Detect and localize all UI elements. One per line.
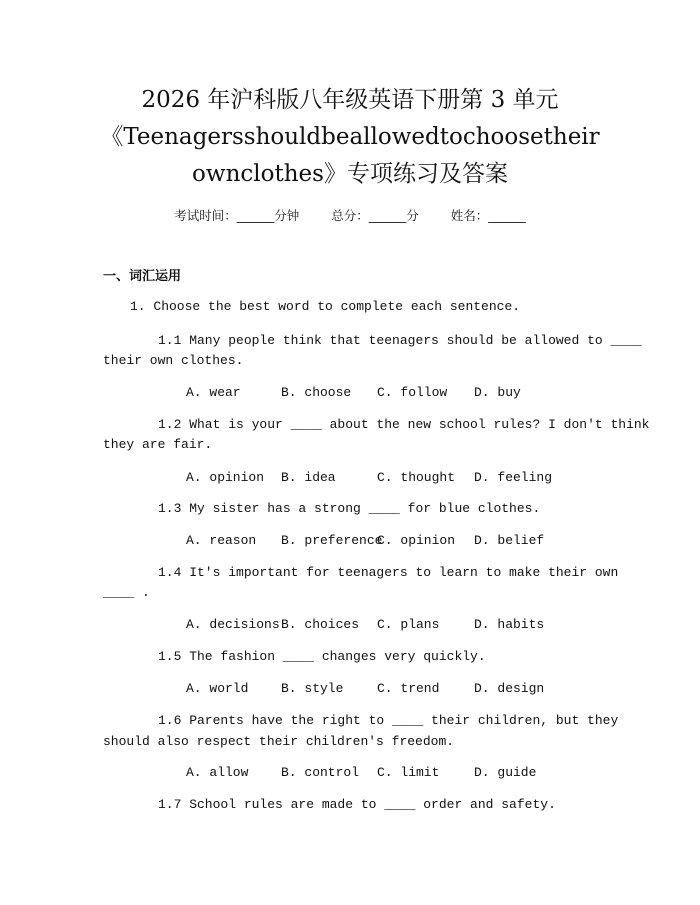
title-line-3: ownclothes》专项练习及答案	[192, 161, 508, 187]
question-1-2-line-1: 1.2 What is your ____ about the new school rules? I don't think	[158, 417, 650, 432]
option-c: C. plans	[377, 617, 440, 632]
option-a: A. reason	[186, 533, 257, 548]
option-c: C. trend	[377, 681, 440, 696]
option-a: A. decisions	[186, 617, 280, 632]
option-b: B. preference	[281, 533, 383, 548]
option-a: A. opinion	[186, 470, 265, 485]
option-c: C. opinion	[377, 533, 456, 548]
option-d: D. design	[474, 681, 545, 696]
question-1-2-line-2: they are fair.	[103, 437, 213, 452]
option-b: B. choose	[281, 385, 352, 400]
option-b: B. style	[281, 681, 344, 696]
instruction: 1. Choose the best word to complete each sentence.	[130, 299, 521, 314]
question-1-7-line-1: 1.7 School rules are made to ____ order and safety.	[158, 797, 556, 812]
question-1-1-line-1: 1.1 Many people think that teenagers should be allowed to ____	[158, 333, 642, 348]
question-1-6-line-2: should also respect their children's freedom.	[103, 734, 455, 749]
option-b: B. choices	[281, 617, 360, 632]
question-1-3-line-1: 1.3 My sister has a strong ____ for blue clothes.	[158, 501, 541, 516]
student-name: 姓名：______	[450, 208, 526, 223]
exam-score: 总分：______分	[331, 208, 419, 223]
option-d: D. buy	[474, 385, 521, 400]
title-line-1: 2026 年沪科版八年级英语下册第 3 单元	[141, 87, 559, 113]
question-1-5-line-1: 1.5 The fashion ____ changes very quickly.	[158, 649, 486, 664]
option-b: B. control	[281, 765, 360, 780]
option-a: A. world	[186, 681, 249, 696]
option-d: D. habits	[474, 617, 545, 632]
option-c: C. follow	[377, 385, 448, 400]
option-d: D. guide	[474, 765, 537, 780]
option-d: D. belief	[474, 533, 545, 548]
option-a: A. wear	[186, 385, 241, 400]
option-a: A. allow	[186, 765, 249, 780]
section-heading: 一、词汇运用	[103, 269, 182, 284]
exam-time: 考试时间：______分钟	[174, 208, 300, 223]
question-1-4-line-1: 1.4 It's important for teenagers to learn to make their own	[158, 565, 619, 580]
exam-meta	[0, 206, 700, 224]
option-c: C. limit	[377, 765, 440, 780]
option-d: D. feeling	[474, 470, 553, 485]
question-1-1-line-2: their own clothes.	[103, 353, 244, 368]
option-c: C. thought	[377, 470, 456, 485]
question-1-6-line-1: 1.6 Parents have the right to ____ their children, but they	[158, 713, 619, 728]
title-line-2: 《Teenagersshouldbeallowedtochoosetheir	[100, 124, 600, 150]
option-b: B. idea	[281, 470, 336, 485]
question-1-4-line-2: ____ .	[103, 585, 150, 600]
